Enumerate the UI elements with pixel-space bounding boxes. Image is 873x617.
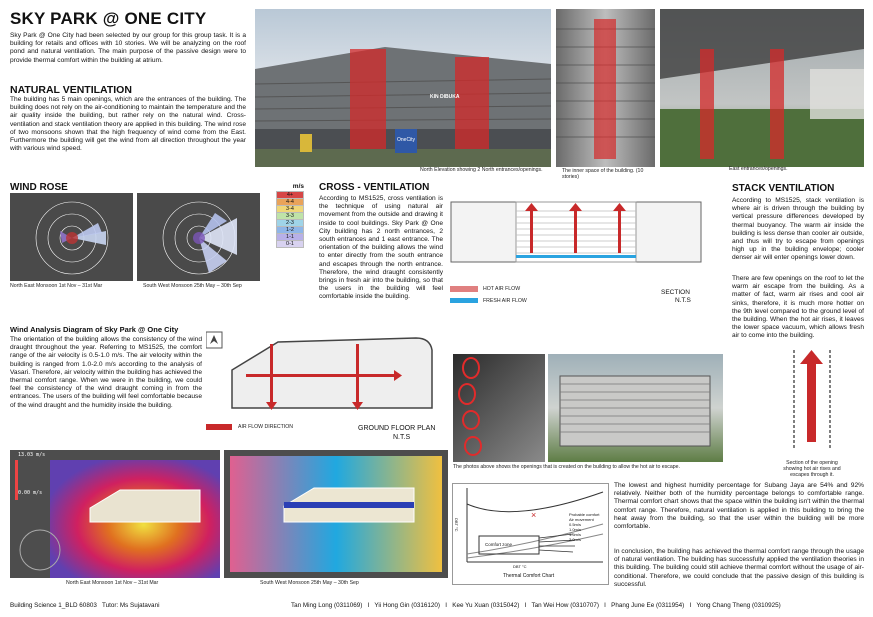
openings-photo-2 (548, 354, 723, 462)
footer-members: Tan Ming Long (0311069) I Yii Hong Gin (0316120) I Kee Yu Xuan (0315042) I Tan Wei How (0310707) I Phang June Ee (0311954) I Yong Chang Theng (0310925) (291, 602, 781, 609)
wad-heading: Wind Analysis Diagram of Sky Park @ One City (10, 325, 179, 334)
comfort-ylabel: DBT °C (454, 518, 459, 532)
comfort-caption: Thermal Comfort Chart (503, 573, 555, 579)
airflow-legend-bar (206, 424, 232, 430)
annotation-probable: Probable comfort (569, 512, 600, 517)
intro-text: Sky Park @ One City had been selected by our group for this group task. It is a building for retails and offices with 10 stories. We will be analyzing on the roof pond and natural ventilation. The main purpose of the passive design were to provide thermal comfort within the building at atrium. (10, 32, 246, 64)
ground-floor-plan (206, 330, 436, 426)
sim-ne-caption: North East Monsoon 1st Nov – 31st Mar (66, 580, 159, 586)
stack-text-2: There are few openings on the roof to let the warm air escape from the building. As a matter of fact, warm air rises and cool air sinks, therefore, it is much more hotter on the 9th level compared to the ground level of the building. When the hot air rises, it leaves the lower space vacuum, which allows fresh air to come into the building. (732, 275, 864, 340)
sim-max-label: 13.03 m/s (18, 452, 46, 458)
inner-caption: The inner space of the building. (10 stories) (562, 168, 644, 180)
legend-title: m/s (292, 183, 304, 190)
svg-text:×: × (531, 510, 537, 520)
airflow-label: AIR FLOW DIRECTION (238, 424, 294, 430)
fresh-air-legend-bar (450, 298, 478, 303)
legend-swatch: 4-4 (276, 198, 304, 206)
wad-text: The orientation of the building allows the consistency of the wind draught throughout the year. Referring to MS1525, the comfort range of the air velocity is 0.5-1.0 m/s. The air velocity within the building is ranged from 1.0-2.0 m/s according to the analysis of Vasari. Therefore, air velocity within the building has achieved the thermal comfort range. When we were in the building, we could feel the consistency of the wind draught coming in from the entrances. The users of the building will feel comfortable because of the wind draught and the humidity inside the building. (10, 336, 202, 409)
north-elevation-photo (255, 9, 551, 167)
wind-rose-sw (137, 193, 260, 281)
hot-air-legend-bar (450, 286, 478, 292)
openings-photo-1 (453, 354, 545, 462)
plan-label: GROUND FLOOR PLAN (358, 425, 436, 432)
east-caption: East entrances/openings. (729, 166, 788, 172)
wind-simulation-sw (224, 450, 448, 578)
nv-heading: NATURAL VENTILATION (10, 84, 132, 96)
plan-nts: N.T.S (393, 434, 411, 441)
legend-swatch: 1-1 (276, 233, 304, 241)
wind-rose-heading: WIND ROSE (10, 182, 68, 193)
hot-air-label: HOT AIR FLOW (483, 286, 521, 292)
stack-text-1: According to MS1525, stack ventilation is where air is driven through the building by vertical pressure differences developed by thermal buoyancy. The warm air inside the building is less dense than cooler air outside, and thus will try to escape from openings high up in the building envelope; cooler denser air will enter openings lower down. (732, 197, 864, 262)
legend-swatch: 0-1 (276, 240, 304, 248)
openings-caption: The photos above shows the openings that is created on the building to allow the hot air to escape. (453, 464, 680, 470)
legend-swatch: 2-3 (276, 219, 304, 227)
wind-rose-ne-caption: North East Monsoon 1st Nov – 31st Mar (10, 283, 103, 289)
sim-sw-caption: South West Monsoon 25th May – 30th Sep (260, 580, 359, 586)
legend-swatch: 3-3 (276, 212, 304, 220)
wind-rose-legend (264, 183, 304, 247)
annotation-10: 1.0m/s (569, 527, 582, 532)
nv-text: The building has 5 main openings, which are the entrances of the building. The building does not rely on the air-conditioning to maintain the temperature and the air quality inside the building, but rather rely on the natural wind. Cross-ventilation and stack ventilation theory are applied in this building. The wind rose of two monsoons shown that the high frequency of wind come from the East. Furthermore the building will get the wind from all direction throughout the year with various wind speed. (10, 96, 246, 153)
annotation-05: 0.5m/s (569, 522, 582, 527)
comfort-xlabel: DBT °C (513, 564, 527, 569)
section-label: SECTION (661, 289, 690, 296)
conclusion-p1: The lowest and highest humidity percentage for Subang Jaya are 54% and 92% relatively. Neither both of the humidity percentage belongs to comfortable range. Thermal comfort chart shows that the space within the building isn't within the thermal comfort range. Therefore, natural ventilation is applied in this building to bring the heat away from the building, so that the user within the building will be more comfortable. (614, 482, 864, 531)
kin-dibuka-sign: KIN DIBUKA (430, 94, 460, 100)
wind-simulation-ne (10, 450, 220, 578)
cross-text: According to MS1525, cross ventilation is the technique of using natural air movement from the outside and drawing it inside to cool buildings. Sky Park @ One City building has 2 north entrances, 2 south entrances and 1 east entrance. The orientation of the building allows the wind to enter directly from the south entrance and escapes through the north entrance. Therefore, the wind draught consistently brings in fresh air into the building, so that the users in the building will feel comfortable inside the building. (319, 195, 443, 301)
conclusion-p2: In conclusion, the building has achieved the thermal comfort range through the usage of natural ventilation. The building has successfully applied the ventilation theories in this building. The building could still achieve thermal comfort without the usage of air-conditional. Therefore, we could conclude that the passive design of this building is successful. (614, 548, 864, 588)
thermal-comfort-chart (452, 483, 609, 585)
annotation-15: 1.5m/s (569, 532, 582, 537)
opening-section-caption: Section of the opening showing hot air rises and escapes through it. (783, 460, 841, 478)
inner-space-photo (556, 9, 655, 167)
section-diagram (450, 201, 702, 263)
stack-heading: STACK VENTILATION (732, 183, 835, 194)
legend-swatch: 1-2 (276, 226, 304, 234)
opening-section-diagram (786, 350, 846, 450)
fresh-air-label: FRESH AIR FLOW (483, 298, 527, 304)
east-entrance-photo (660, 9, 864, 167)
cross-heading: CROSS - VENTILATION (319, 182, 430, 193)
legend-swatch: 4+ (276, 191, 304, 199)
onecity-sign: OneCity (397, 137, 416, 143)
sim-min-label: 0.00 m/s (18, 490, 43, 496)
wind-rose-sw-caption: South West Monsoon 25th May – 30th Sep (143, 283, 242, 289)
section-nts: N.T.S (675, 297, 691, 304)
page-title: SKY PARK @ ONE CITY (10, 9, 207, 28)
north-caption: North Elevation showing 2 North entrances/openings. (420, 167, 543, 173)
legend-row (264, 240, 304, 247)
legend-swatch: 3-4 (276, 205, 304, 213)
comfort-annotations (569, 512, 599, 542)
wind-rose-ne (10, 193, 133, 281)
annotation-air-movement: Air movement (569, 517, 594, 522)
annotation-20: 2.0m/s (569, 537, 582, 542)
footer-course: Building Science 1_BLD 60803 Tutor: Ms Sujatavani (10, 602, 160, 609)
comfort-zone-label: Comfort zone (485, 542, 513, 547)
